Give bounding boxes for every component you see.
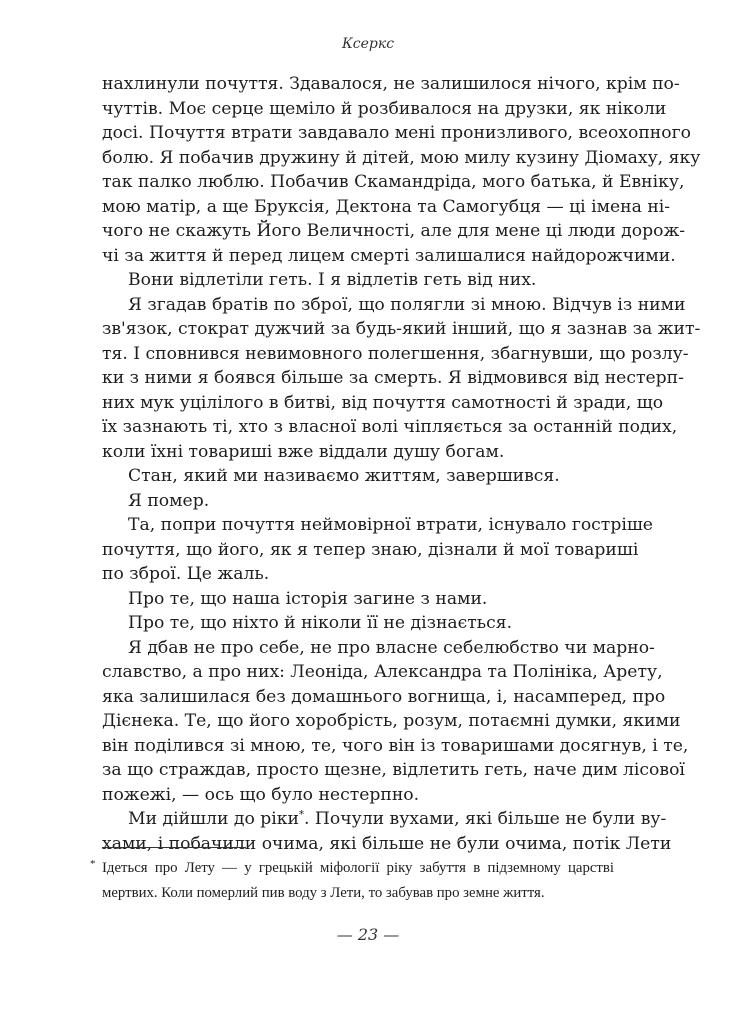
text-line: славство, а про них: Леоніда, Александра та Полініка, Арету,	[102, 662, 663, 682]
footnote	[90, 858, 614, 907]
text-fragment: . Почули вухами, які більше не були ву-	[303, 809, 667, 829]
text-line: них мук уцілілого в битві, від почуття самотності й зради, що	[102, 392, 664, 413]
text-line: нахлинули почуття. Здавалося, не залишилося нічого, крім по-	[102, 74, 680, 94]
text-line: болю. Я побачив дружину й дітей, мою милу кузину Діомаху, яку	[102, 147, 701, 168]
footnote-reference: *	[298, 809, 304, 821]
footnote-rule	[102, 847, 246, 848]
text-line: Вони відлетіли геть. І я відлетів геть від них.	[128, 270, 537, 290]
text-line: ки з ними я боявся більше за смерть. Я відмовився від нестерп-	[102, 368, 684, 388]
text-line: яка залишилася без домашнього вогнища, і, насамперед, про	[102, 686, 666, 707]
text-line: Стан, який ми називаємо життям, завершився.	[128, 466, 560, 486]
text-line: Я згадав братів по зброї, що полягли зі мною. Відчув із ними	[128, 294, 686, 315]
text-line: мою матір, а ще Бруксія, Дектона та Самогубця — ці імена ні-	[102, 196, 671, 217]
text-line: за що страждав, просто щезне, відлетить геть, наче дим лісової	[102, 760, 685, 780]
footnote-line: Ідеться про Лету — у грецькій міфології ріку забуття в підземному царстві	[102, 860, 614, 876]
text-line	[102, 807, 667, 832]
text-line: почуття, що його, як я тепер знаю, дізнали й мої товариші	[102, 539, 639, 560]
text-fragment: Ми дійшли до ріки	[128, 809, 299, 829]
text-line: їх зазнають ті, хто з власної волі чіпляється за останній подих,	[102, 417, 678, 437]
text-line: Та, попри почуття неймовірної втрати, існувало гостріше	[128, 515, 653, 535]
text-line: досі. Почуття втрати завдавало мені пронизливого, всеохопного	[102, 123, 691, 143]
text-line: Я дбав не про себе, не про власне себелюбство чи марно-	[128, 637, 655, 658]
text-line: тя. І сповнився невимовного полегшення, збагнувши, що розлу-	[102, 343, 689, 364]
text-line: так палко люблю. Побачив Скамандріда, мого батька, й Евніку,	[102, 172, 685, 192]
text-line: чі за життя й перед лицем смерті залишалися найдорожчими.	[102, 245, 676, 266]
text-line: по зброї. Це жаль.	[102, 564, 270, 584]
text-line: коли їхні товариші вже віддали душу богам.	[102, 441, 505, 462]
text-line: хами, і побачили очима, які більше не були очима, потік Лети	[102, 833, 672, 854]
running-head: Ксеркс	[341, 36, 395, 52]
text-line: чуттів. Моє серце щеміло й розбивалося на друзки, як ніколи	[102, 98, 667, 119]
text-line: він поділився зі мною, те, чого він із товаришами досягнув, і те,	[102, 735, 689, 756]
body-text	[102, 72, 701, 856]
text-line: Про те, що наша історія загине з нами.	[128, 588, 488, 609]
text-line: Дієнека. Те, що його хоробрість, розум, потаємні думки, якими	[102, 711, 681, 731]
text-line: пожежі, — ось що було нестерпно.	[102, 784, 420, 805]
footnote-line: мертвих. Коли померлий пив воду з Лети, то забував про земне життя.	[102, 884, 545, 901]
text-line: Про те, що ніхто й ніколи її не дізнається.	[128, 613, 513, 633]
text-line: зв'язок, стократ дужчий за будь-який інший, що я зазнав за жит-	[102, 319, 701, 339]
page-number: — 23 —	[336, 925, 400, 944]
text-line: чого не скажуть Його Величності, але для мене ці люди дорож-	[102, 221, 686, 241]
footnote-mark: *	[90, 858, 96, 870]
text-line: Я помер.	[128, 490, 210, 511]
